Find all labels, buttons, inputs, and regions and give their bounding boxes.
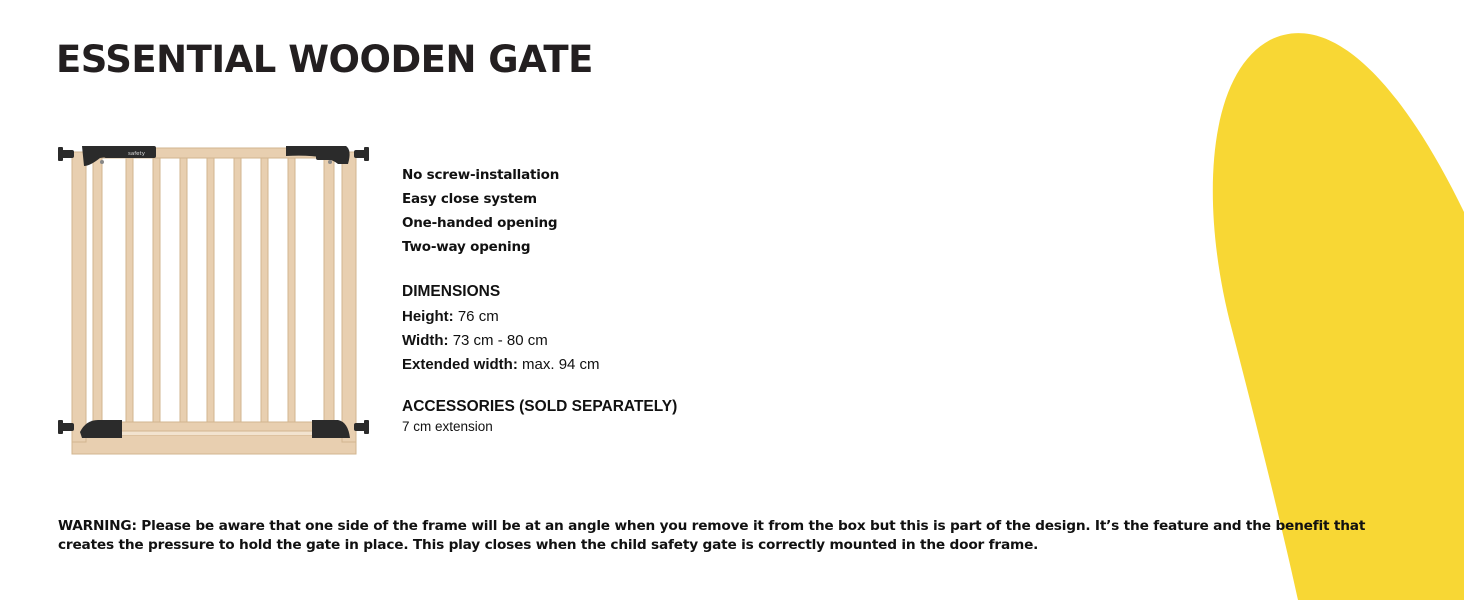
dimension-width [402,329,600,353]
dimension-label: Width: [402,332,449,349]
wooden-gate-image [56,140,376,460]
dimensions-list [402,305,600,377]
feature-list [402,163,559,259]
feature-item: No screw-installation [402,167,560,183]
feature-item: Easy close system [402,191,537,207]
feature-item: One-handed opening [402,215,558,231]
accessories-heading: ACCESSORIES (SOLD SEPARATELY) [402,398,678,415]
dimension-extended-width [402,353,600,377]
accessory-item: 7 cm extension [402,419,493,434]
page-title: ESSENTIAL WOODEN GATE [56,38,593,81]
feature-item: Two-way opening [402,239,531,255]
dimension-label: Extended width: [402,356,518,373]
dimension-value: max. 94 cm [522,356,600,373]
dimension-value: 76 cm [457,308,499,325]
brand-mark: safety [128,151,145,157]
dimension-value: 73 cm - 80 cm [452,332,548,349]
dimension-height [402,305,600,329]
dimension-label: Height: [402,308,454,325]
dimensions-heading: DIMENSIONS [402,283,501,300]
warning-text: WARNING: Please be aware that one side of the frame will be at an angle when you remove it from the box but this is part of the design. It’s the feature and the benefit that creates the pressure to hold the gate in place. This play closes when the child safety gate is correctly mounted in the door frame. [58,518,1366,553]
